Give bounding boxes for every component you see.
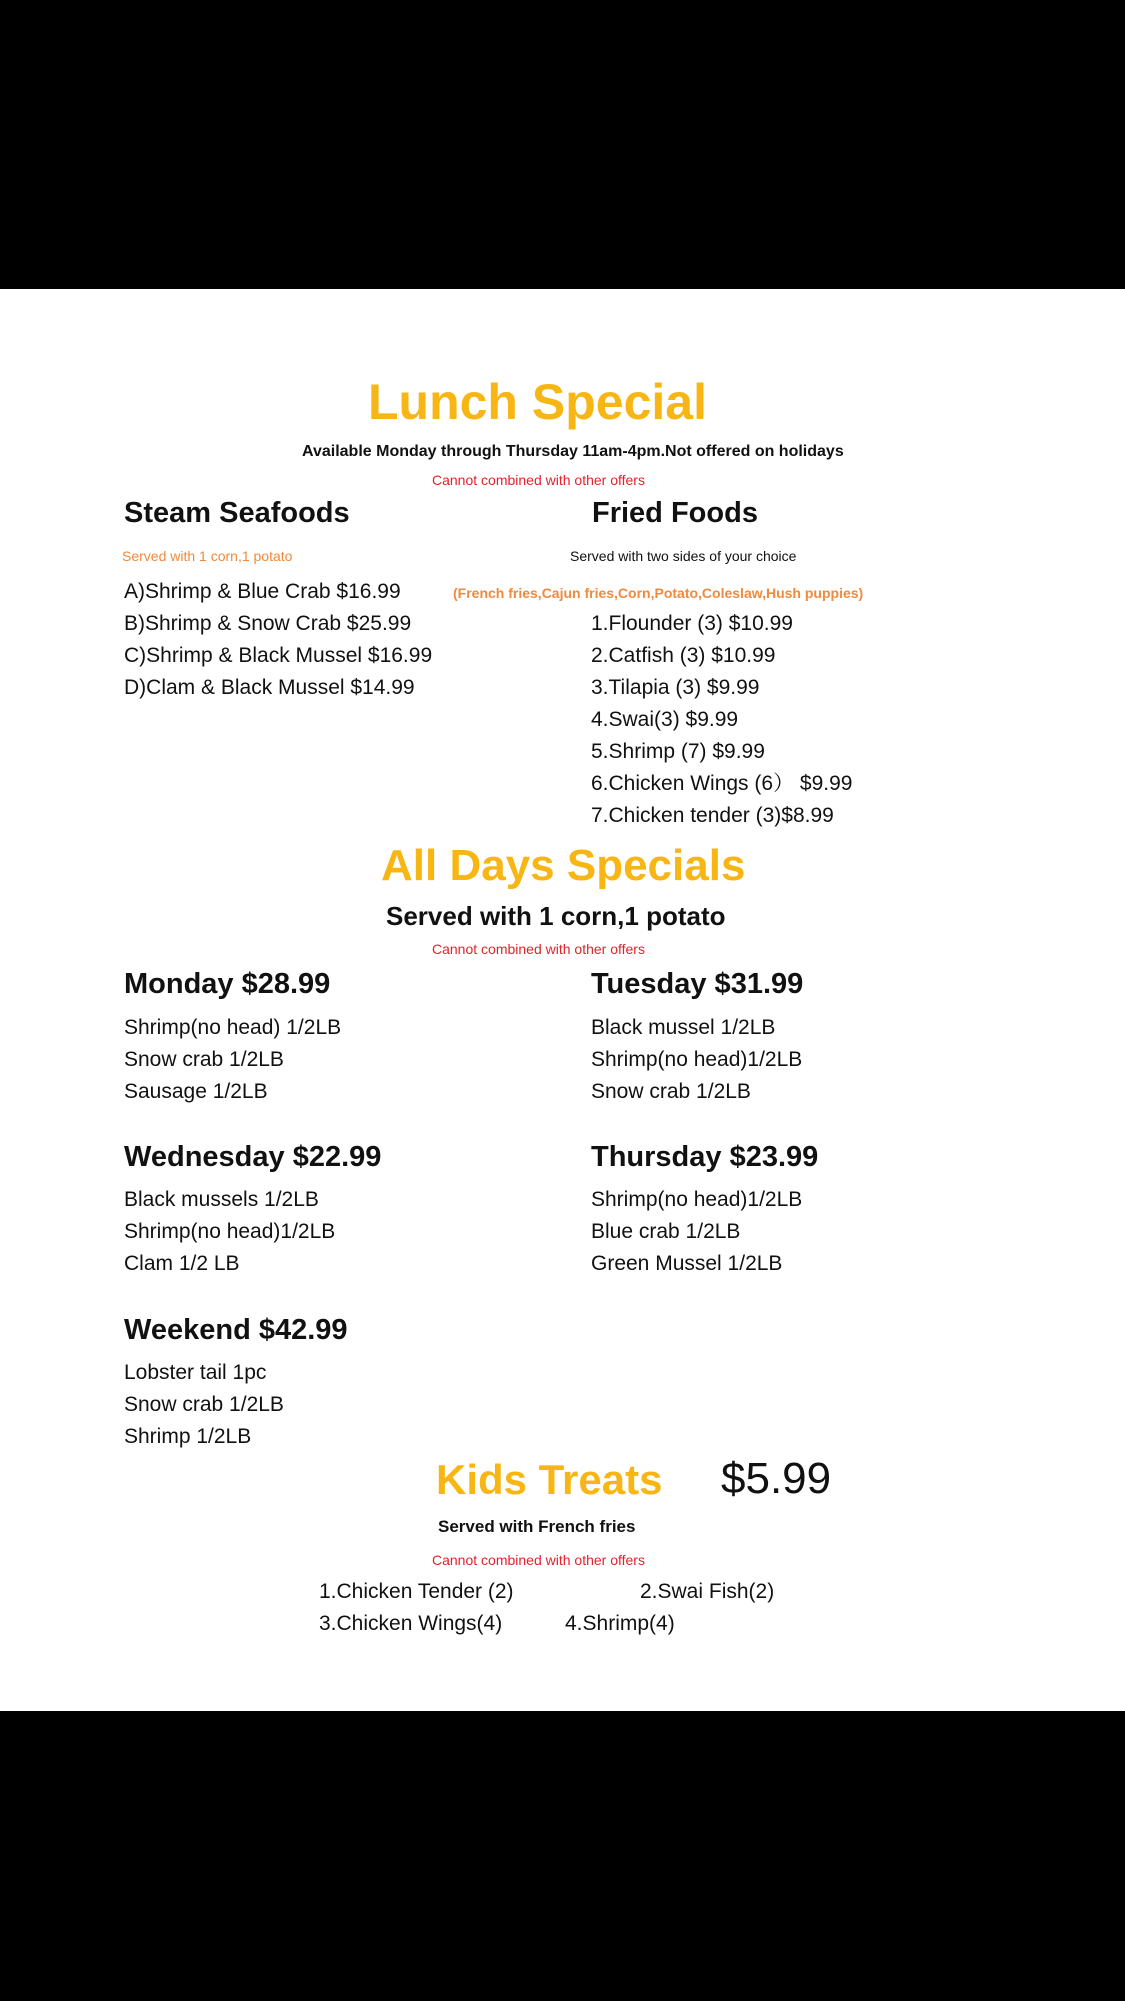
steam-note: Served with 1 corn,1 potato: [122, 548, 293, 564]
list-item: Blue crab 1/2LB: [591, 1220, 741, 1243]
list-item: Shrimp(no head)1/2LB: [591, 1188, 803, 1211]
list-item: Clam 1/2 LB: [124, 1252, 240, 1275]
kids-title: Kids Treats: [436, 1456, 663, 1503]
kids-item: 3.Chicken Wings(4): [319, 1612, 503, 1635]
fried-heading: Fried Foods: [592, 497, 758, 529]
list-item: Shrimp 1/2LB: [124, 1425, 252, 1448]
kids-disclaimer: Cannot combined with other offers: [432, 1552, 645, 1568]
menu-page: [0, 289, 1125, 1711]
list-item: 4.Swai(3) $9.99: [591, 708, 739, 731]
fried-note: Served with two sides of your choice: [570, 548, 797, 564]
alldays-title: All Days Specials: [381, 841, 746, 890]
list-item: Sausage 1/2LB: [124, 1080, 268, 1103]
kids-item: 1.Chicken Tender (2): [319, 1580, 514, 1603]
tuesday-list: [591, 1012, 802, 1108]
list-item: A)Shrimp & Blue Crab $16.99: [124, 580, 401, 603]
kids-item: 4.Shrimp(4): [565, 1612, 675, 1635]
list-item: C)Shrimp & Black Mussel $16.99: [124, 644, 433, 667]
list-item: Black mussels 1/2LB: [124, 1188, 319, 1211]
list-item: Shrimp(no head)1/2LB: [591, 1048, 803, 1071]
list-item: Green Mussel 1/2LB: [591, 1252, 783, 1275]
fried-sides: (French fries,Cajun fries,Corn,Potato,Coleslaw,Hush puppies): [453, 585, 864, 601]
list-item: Shrimp(no head) 1/2LB: [124, 1016, 342, 1039]
monday-heading: Monday $28.99: [124, 968, 331, 1000]
list-item: B)Shrimp & Snow Crab $25.99: [124, 612, 412, 635]
wednesday-list: [124, 1184, 335, 1280]
alldays-subtitle: Served with 1 corn,1 potato: [386, 901, 726, 931]
list-item: 7.Chicken tender (3)$8.99: [591, 804, 834, 827]
list-item: Lobster tail 1pc: [124, 1361, 267, 1384]
kids-price: $5.99: [721, 1454, 832, 1503]
list-item: 5.Shrimp (7) $9.99: [591, 740, 765, 763]
thursday-heading: Thursday $23.99: [591, 1141, 819, 1173]
list-item: 6.Chicken Wings (6） $9.99: [591, 772, 853, 795]
list-item: Shrimp(no head)1/2LB: [124, 1220, 336, 1243]
lunch-title: Lunch Special: [368, 374, 707, 430]
list-item: D)Clam & Black Mussel $14.99: [124, 676, 415, 699]
kids-item: 2.Swai Fish(2): [640, 1580, 775, 1603]
list-item: Snow crab 1/2LB: [591, 1080, 751, 1103]
list-item: Black mussel 1/2LB: [591, 1016, 776, 1039]
fried-list: [591, 608, 852, 832]
list-item: Snow crab 1/2LB: [124, 1048, 284, 1071]
lunch-disclaimer: Cannot combined with other offers: [432, 472, 645, 488]
weekend-heading: Weekend $42.99: [124, 1314, 348, 1346]
steam-heading: Steam Seafoods: [124, 497, 350, 529]
list-item: 3.Tilapia (3) $9.99: [591, 676, 760, 699]
list-item: 1.Flounder (3) $10.99: [591, 612, 793, 635]
weekend-list: [124, 1357, 284, 1453]
wednesday-heading: Wednesday $22.99: [124, 1141, 382, 1173]
tuesday-heading: Tuesday $31.99: [591, 968, 804, 1000]
steam-list: [124, 576, 432, 704]
list-item: 2.Catfish (3) $10.99: [591, 644, 776, 667]
lunch-availability: Available Monday through Thursday 11am-4pm.Not offered on holidays: [302, 443, 844, 460]
monday-list: [124, 1012, 341, 1108]
kids-note: Served with French fries: [438, 1517, 636, 1536]
alldays-disclaimer: Cannot combined with other offers: [432, 941, 645, 957]
list-item: Snow crab 1/2LB: [124, 1393, 284, 1416]
thursday-list: [591, 1184, 802, 1280]
